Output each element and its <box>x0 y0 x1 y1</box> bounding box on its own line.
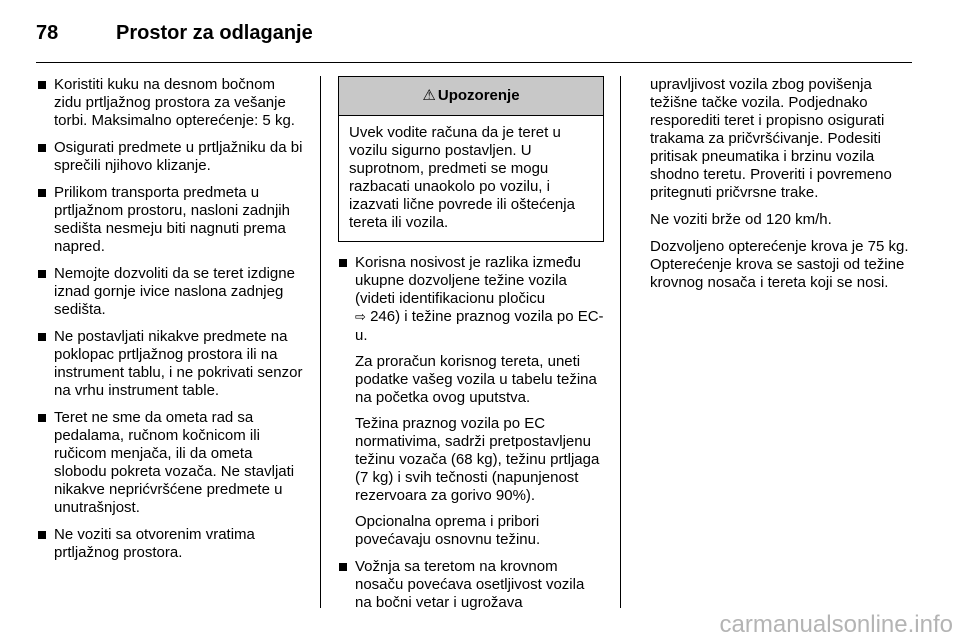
page-header <box>36 18 916 48</box>
list-item <box>37 328 305 400</box>
warning-box <box>338 76 604 242</box>
list-item <box>37 265 305 319</box>
bullet-list-2 <box>338 254 604 612</box>
header-rule <box>36 62 912 63</box>
list-item <box>37 184 305 256</box>
list-item <box>37 139 305 175</box>
bullet-square-icon <box>38 531 46 539</box>
bullet-square-icon <box>38 144 46 152</box>
column-1 <box>37 76 305 571</box>
list-item <box>37 409 305 517</box>
list-item <box>338 254 604 549</box>
page-reference-icon: ⇨ <box>355 310 366 325</box>
list-item-text: Nemojte dozvoliti da se teret izdigne iznad gornje ivice naslona zadnjeg sedišta. <box>54 265 295 318</box>
list-item-text: Ne voziti sa otvorenim vratima prtljažnog prostora. <box>54 526 255 561</box>
list-item <box>338 558 604 612</box>
paragraph: Ne voziti brže od 120 km/h. <box>650 211 832 228</box>
bullet-square-icon <box>38 414 46 422</box>
bullet-square-icon <box>38 270 46 278</box>
sub-paragraph: Za proračun korisnog tereta, uneti podatke vašeg vozila u tabelu težina na početka ovog uputstva. <box>355 353 597 406</box>
bullet-square-icon <box>38 189 46 197</box>
list-item-text: Vožnja sa teretom na krovnom nosaču povećava osetljivost vozila na bočni vetar i ugrožava <box>355 558 585 611</box>
warning-title: Upozorenje <box>437 87 520 104</box>
list-item-text: Korisna nosivost je razlika između ukupne dozvoljene težine vozila (videti identifikacionu pločicu <box>355 254 581 307</box>
warning-triangle-icon: ⚠ <box>422 87 436 104</box>
list-item-text: Prilikom transporta predmeta u prtljažnom prostoru, nasloni zadnjih sedišta nesmeju biti nagnuti prema napred. <box>54 184 290 255</box>
list-item-text-cont: 246) i težine praznog vozila po EC-u. <box>355 308 604 344</box>
bullet-list-1 <box>37 76 305 562</box>
list-item <box>37 526 305 562</box>
sub-paragraph: Težina praznog vozila po EC normativima, sadrži pretpostavljenu težinu vozača (68 kg), težinu prtljaga (7 kg) i svih tečnosti (napunjenost rezervoara za gorivo 90%). <box>355 415 600 504</box>
paragraph: Dozvoljeno opterećenje krova je 75 kg. Opterećenje krova se sastoji od težine krovnog nosača i tereta koji se nosi. <box>650 238 909 291</box>
column-2 <box>338 76 604 621</box>
column-divider-1 <box>320 76 321 608</box>
sub-paragraph: Opcionalna oprema i pribori povećavaju osnovnu težinu. <box>355 513 541 548</box>
bullet-square-icon <box>38 333 46 341</box>
paragraph: upravljivost vozila zbog povišenja težišne tačke vozila. Podjednako resporediti teret i propisno osigurati trakama za pričvršćivanje. Podesiti pritisak pneumatika i brzinu vozila shodno teretu. Proveriti i povremeno pritegnuti pričvrsne trake. <box>650 76 892 201</box>
bullet-square-icon <box>38 81 46 89</box>
warning-header <box>339 77 603 116</box>
list-item-text: Osigurati predmete u prtljažniku da bi sprečili njihovo klizanje. <box>54 139 303 174</box>
page-number: 78 <box>36 22 59 44</box>
bullet-square-icon <box>339 563 347 571</box>
list-item-text: Teret ne sme da ometa rad sa pedalama, ručnom kočnicom ili ručicom menjača, ili da ometa slobodu pokreta vozača. Ne stavljati nikakve neprićvršćene predmete u unutrašnjost. <box>54 409 295 516</box>
watermark: carmanualsonline.info <box>719 611 953 638</box>
page-title: Prostor za odlaganje <box>116 22 313 44</box>
list-item-text: Ne postavljati nikakve predmete na poklopac prtljažnog prostora ili na instrument tablu, i ne pokrivati senzor na vrhu instrument table. <box>54 328 303 399</box>
list-item-text: Koristiti kuku na desnom bočnom zidu prtljažnog prostora za vešanje torbi. Maksimalno opterećenje: 5 kg. <box>54 76 295 129</box>
column-3 <box>650 76 912 301</box>
list-item <box>37 76 305 130</box>
warning-text: Uvek vodite računa da je teret u vozilu sigurno postavljen. U suprotnom, predmeti se mogu razbacati unaokolo po vozilu, i izazvati lične povrede ili oštećenja tereta ili vozila. <box>349 124 575 231</box>
column-divider-2 <box>620 76 621 608</box>
bullet-square-icon <box>339 259 347 267</box>
